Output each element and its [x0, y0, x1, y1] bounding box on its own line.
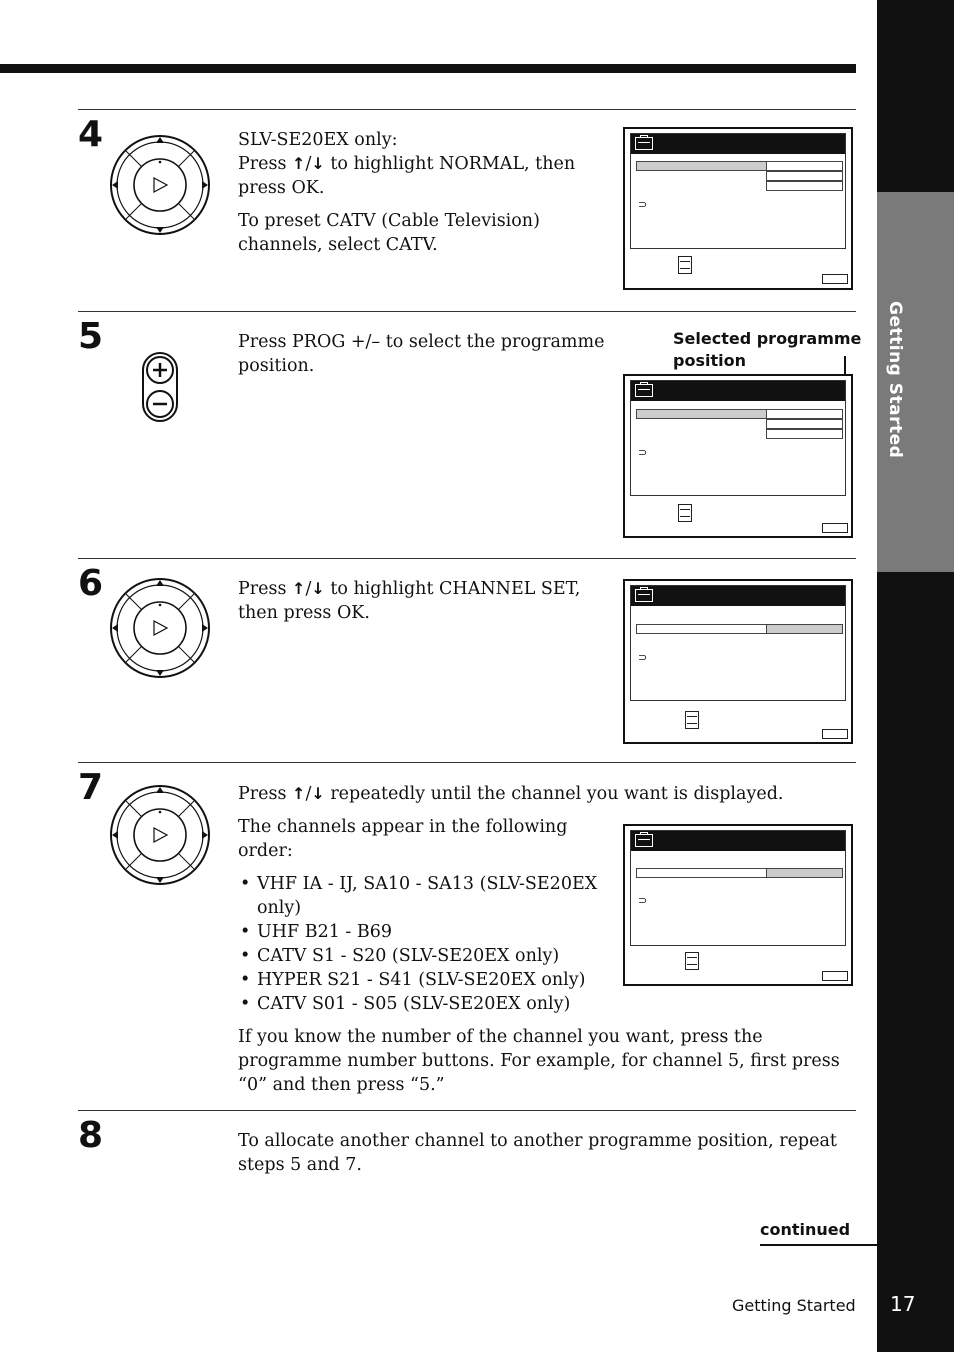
menu-tool-icon	[635, 834, 653, 847]
step-text	[238, 330, 626, 387]
step-line: To allocate another channel to another programme position, repeat steps 5 and 7.	[238, 1131, 837, 1175]
step-number: 6	[78, 563, 104, 604]
menu-cell	[766, 171, 843, 181]
up-down-select-icon	[685, 711, 699, 729]
list-item: • VHF IA - IJ, SA10 - SA13 (SLV-SE20EX only)	[238, 872, 608, 920]
step-line: Press ↑/↓ repeatedly until the channel you want is displayed.	[238, 784, 784, 804]
step-note: If you know the number of the channel you want, press the programme number buttons. For example, for channel 5, first press “0” and then press “5.”	[238, 1027, 840, 1095]
step-line: Press PROG +/– to select the programme position.	[238, 332, 605, 376]
continued-rule	[760, 1244, 877, 1246]
continued-label: continued	[760, 1220, 851, 1239]
menu-header	[631, 831, 845, 851]
ok-box	[822, 274, 848, 284]
tv-screen	[623, 824, 853, 986]
side-tab-label: Getting Started	[885, 301, 905, 459]
return-icon: ⊃	[638, 894, 648, 907]
menu-header	[631, 134, 845, 154]
return-icon: ⊃	[638, 651, 648, 664]
menu-cell	[766, 419, 843, 429]
menu-cell	[766, 161, 843, 171]
list-item: • CATV S01 - S05 (SLV-SE20EX only)	[238, 992, 608, 1016]
page-number: 17	[890, 1292, 916, 1316]
menu-cell	[636, 624, 767, 634]
step-text	[238, 1129, 850, 1186]
menu-cell	[766, 429, 843, 439]
control-dial-icon	[109, 134, 211, 236]
step-line: The channels appear in the following order:	[238, 817, 568, 861]
callout-label: Selected programme position	[673, 329, 862, 370]
step-line: Press ↑/↓ to highlight NORMAL, then press OK.	[238, 154, 576, 198]
down-arrow-icon: ↓	[311, 579, 325, 598]
menu-row-highlight	[636, 409, 771, 419]
up-arrow-icon: ↑	[292, 784, 306, 803]
step-divider	[78, 762, 856, 763]
menu-row-highlight	[766, 624, 843, 634]
up-arrow-icon: ↑	[292, 154, 306, 173]
step-number: 5	[78, 316, 104, 357]
step-line: To preset CATV (Cable Television) channels, select CATV.	[238, 211, 540, 255]
step-text	[238, 128, 608, 266]
up-down-select-icon	[685, 952, 699, 970]
tv-screen	[623, 374, 853, 538]
tv-screen	[623, 579, 853, 744]
control-dial-icon	[109, 784, 211, 886]
step-divider	[78, 558, 856, 559]
menu-tool-icon	[635, 384, 653, 397]
step-divider	[78, 311, 856, 312]
footer-section: Getting Started	[732, 1296, 856, 1315]
list-item: • UHF B21 - B69	[238, 920, 608, 944]
menu-row-highlight	[766, 868, 843, 878]
menu-cell	[766, 181, 843, 191]
list-item: • HYPER S21 - S41 (SLV-SE20EX only)	[238, 968, 608, 992]
step-line: Press ↑/↓ to highlight CHANNEL SET, then press OK.	[238, 579, 581, 623]
up-down-select-icon	[678, 256, 692, 274]
step-number: 7	[78, 767, 104, 808]
step-divider	[78, 1110, 856, 1111]
step-number: 8	[78, 1115, 104, 1156]
return-icon: ⊃	[638, 198, 648, 211]
step-number: 4	[78, 114, 104, 155]
channel-order-list	[238, 872, 608, 1016]
menu-tool-icon	[635, 137, 653, 150]
control-dial-icon	[109, 577, 211, 679]
step-line: SLV-SE20EX only:	[238, 130, 398, 150]
tv-screen	[623, 127, 853, 290]
up-arrow-icon: ↑	[292, 579, 306, 598]
menu-cell	[636, 868, 767, 878]
menu-cell	[766, 409, 843, 419]
menu-header	[631, 381, 845, 401]
down-arrow-icon: ↓	[311, 154, 325, 173]
menu-row-highlight	[636, 161, 771, 171]
menu-tool-icon	[635, 589, 653, 602]
down-arrow-icon: ↓	[311, 784, 325, 803]
ok-box	[822, 523, 848, 533]
step-divider	[78, 109, 856, 110]
step-text	[238, 577, 618, 634]
prog-plus-minus-icon	[141, 351, 179, 423]
ok-box	[822, 971, 848, 981]
top-rule	[0, 64, 856, 73]
up-down-select-icon	[678, 504, 692, 522]
list-item: • CATV S1 - S20 (SLV-SE20EX only)	[238, 944, 608, 968]
menu-header	[631, 586, 845, 606]
return-icon: ⊃	[638, 446, 648, 459]
ok-box	[822, 729, 848, 739]
